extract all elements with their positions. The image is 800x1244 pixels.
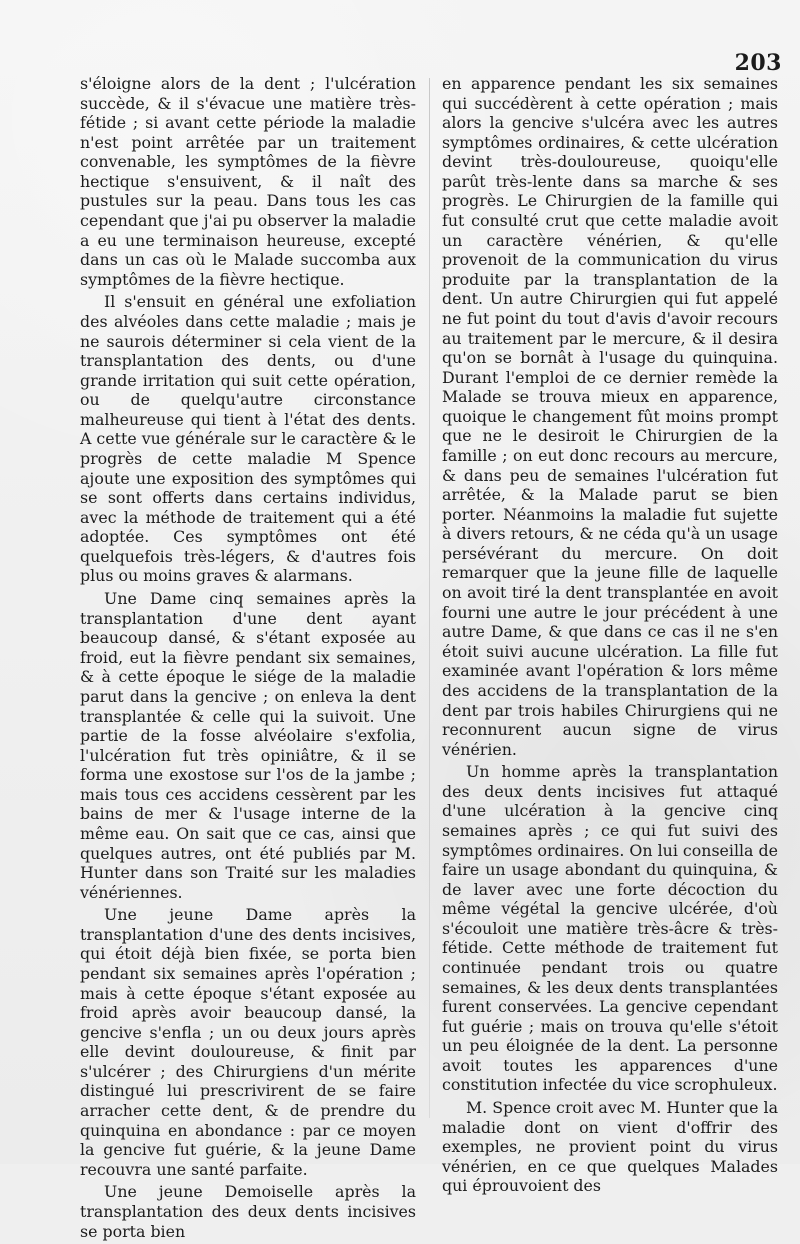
right-text-column: [442, 74, 778, 1199]
paragraph: Un homme après la transplantation des deux dents incisives fut attaqué d'une ulcération à la gencive cinq semaines après ; ce qui fut suivi des symptômes ordinaires. On lui conseilla de faire un usage abondant du quinquina, & de laver avec une forte décoction du même végétal la gencive ulcérée, d'où s'écouloit une matière très-âcre & très-fétide. Cette méthode de traitement fut continuée pendant trois ou quatre semaines, & les deux dents transplantées furent conservées. La gencive cependant fut guérie ; mais on trouva qu'elle s'étoit un peu éloignée de la dent. La personne avoit toutes les apparences d'une constitution infectée du vice scrophuleux.: [442, 762, 778, 1095]
paragraph: M. Spence croit avec M. Hunter que la maladie dont on vient d'offrir des exemples, ne provient point du virus vénérien, en ce que quelques Malades qui éprouvoient des: [442, 1098, 778, 1196]
left-text-column: [80, 74, 416, 1244]
paragraph: Une jeune Demoiselle après la transplantation des deux dents incisives se porta bien: [80, 1182, 416, 1241]
paragraph: en apparence pendant les six semaines qui succédèrent à cette opération ; mais alors la gencive s'ulcéra avec les autres symptômes ordinaires, & cette ulcération devint très-douloureuse, quoiqu'elle parût très-lente dans sa marche & ses progrès. Le Chirurgien de la famille qui fut consulté crut que cette maladie avoit un caractère vénérien, & qu'elle provenoit de la communication du virus produite par la transplantation de la dent. Un autre Chirurgien qui fut appelé ne fut point du tout d'avis d'avoir recours au traitement par le mercure, & il desira qu'on se bornât à l'usage du quinquina. Durant l'emploi de ce dernier remède la Malade se trouva mieux en apparence, quoique le changement fût moins prompt que ne le desiroit le Chirurgien de la famille ; on eut donc recours au mercure, & dans peu de semaines l'ulcération fut arrêtée, & la Malade parut se bien porter. Néanmoins la maladie fut sujette à divers retours, & ne céda qu'à un usage persévérant du mercure. On doit remarquer que la jeune fille de laquelle on avoit tiré la dent transplantée en avoit fourni une autre le jour précédent à une autre Dame, & que dans ce cas il ne s'en étoit suivi aucune ulcération. La fille fut examinée avant l'opération & lors même des accidens de la transplantation de la dent par trois habiles Chirurgiens qui ne reconnurent aucun signe de virus vénérien.: [442, 74, 778, 759]
paragraph: Une Dame cinq semaines après la transplantation d'une dent ayant beaucoup dansé, & s'étant exposée au froid, eut la fièvre pendant six semaines, & à cette époque le siége de la maladie parut dans la gencive ; on enleva la dent transplantée & celle qui la suivoit. Une partie de la fosse alvéolaire s'exfolia, l'ulcération fut très opiniâtre, & il se forma une exostose sur l'os de la jambe ; mais tous ces accidens cessèrent par les bains de mer & l'usage interne de la même eau. On sait que ce cas, ainsi que quelques autres, ont été publiés par M. Hunter dans son Traité sur les maladies vénériennes.: [80, 589, 416, 902]
paragraph: Une jeune Dame après la transplantation d'une des dents incisives, qui étoit déjà bien fixée, se porta bien pendant six semaines après l'opération ; mais à cette époque s'étant exposée au froid après avoir beaucoup dansé, la gencive s'enfla ; un ou deux jours après elle devint douloureuse, & finit par s'ulcérer ; des Chirurgiens d'un mérite distingué lui prescrivirent de se faire arracher cette dent, & de prendre du quinquina en abondance : par ce moyen la gencive fut guérie, & la jeune Dame recouvra une santé parfaite.: [80, 905, 416, 1179]
paragraph: Il s'ensuit en général une exfoliation des alvéoles dans cette maladie ; mais je ne saurois déterminer si cela vient de la transplantation des dents, ou d'une grande irritation qui suit cette opération, ou de quelqu'autre circonstance malheureuse qui tient à l'état des dents. A cette vue générale sur le caractère & le progrès de cette maladie M Spence ajoute une exposition des symptômes qui se sont offerts dans certains individus, avec la méthode de traitement qui a été adoptée. Ces symptômes ont été quelquefois très-légers, & d'autres fois plus ou moins graves & alarmans.: [80, 292, 416, 586]
page-number: 203: [734, 50, 782, 76]
paragraph: s'éloigne alors de la dent ; l'ulcération succède, & il s'évacue une matière très-fétide ; si avant cette période la maladie n'est point arrêtée par un traitement convenable, les symptômes de la fièvre hectique s'ensuivent, & il naît des pustules sur la peau. Dans tous les cas cependant que j'ai pu observer la maladie a eu une terminaison heureuse, excepté dans un cas où le Malade succomba aux symptômes de la fièvre hectique.: [80, 74, 416, 289]
column-divider: [429, 78, 430, 1118]
